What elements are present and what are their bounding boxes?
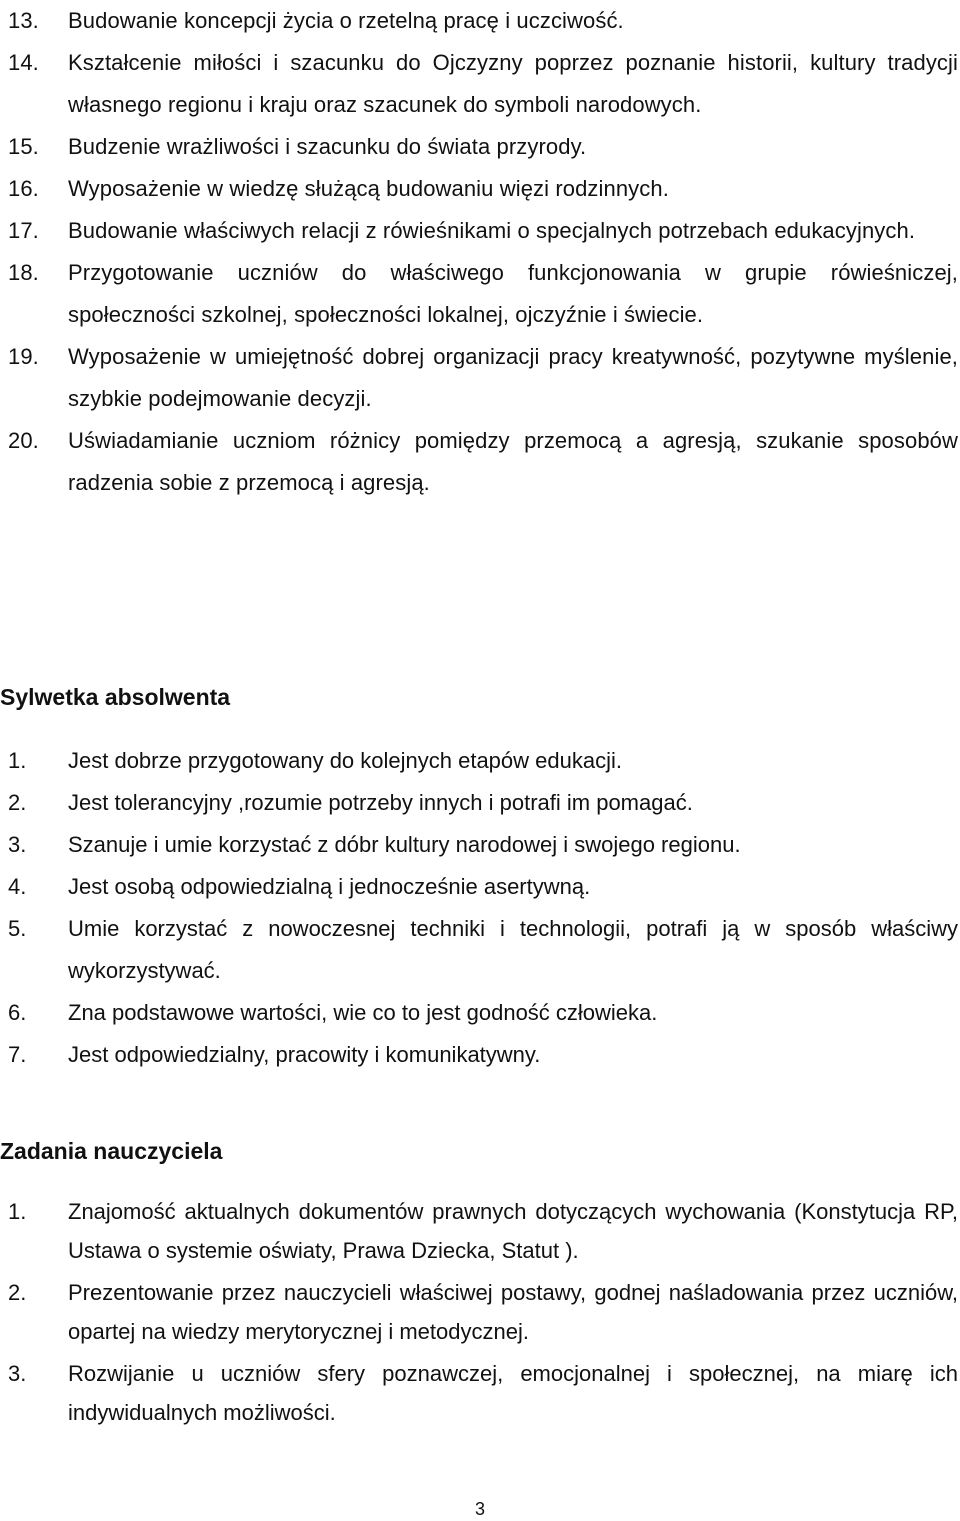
list-text: Budowanie właściwych relacji z rówieśnikami o specjalnych potrzebach edukacyjnych. xyxy=(68,218,916,243)
list-number: 6. xyxy=(8,1000,27,1025)
list-item xyxy=(8,1034,958,1076)
list-item xyxy=(8,740,958,782)
list-item xyxy=(8,210,958,252)
list-text: Jest osobą odpowiedzialną i jednocześnie asertywną. xyxy=(68,874,591,899)
graduate-list xyxy=(8,740,958,1076)
list-text: Szanuje i umie korzystać z dóbr kultury narodowej i swojego regionu. xyxy=(68,832,741,857)
list-item xyxy=(8,168,958,210)
teacher-list xyxy=(8,1192,958,1435)
list-text: Budowanie koncepcji życia o rzetelną pracę i uczciwość. xyxy=(68,8,624,33)
list-text: Wyposażenie w umiejętność dobrej organizacji pracy kreatywność, pozytywne myślenie, szybkie podejmowanie decyzji. xyxy=(68,344,958,411)
list-number: 1. xyxy=(8,748,27,773)
list-number: 2. xyxy=(8,1280,27,1305)
list-item xyxy=(8,908,958,992)
list-item xyxy=(8,782,958,824)
list-text: Prezentowanie przez nauczycieli właściwej postawy, godnej naśladowania przez uczniów, opartej na wiedzy merytorycznej i metodycznej. xyxy=(68,1280,958,1344)
list-item xyxy=(8,420,958,504)
list-number: 4. xyxy=(8,874,27,899)
list-number: 3. xyxy=(8,1361,27,1386)
section-heading-graduate: Sylwetka absolwenta xyxy=(0,684,231,710)
list-text: Jest dobrze przygotowany do kolejnych etapów edukacji. xyxy=(68,748,622,773)
list-number: 17. xyxy=(8,218,39,243)
list-text: Przygotowanie uczniów do właściwego funkcjonowania w grupie rówieśniczej, społeczności szkolnej, społeczności lokalnej, ojczyźnie i świecie. xyxy=(68,260,958,327)
list-text: Zna podstawowe wartości, wie co to jest godność człowieka. xyxy=(68,1000,658,1025)
list-item xyxy=(8,992,958,1034)
list-item xyxy=(8,824,958,866)
list-text: Uświadamianie uczniom różnicy pomiędzy przemocą a agresją, szukanie sposobów radzenia sobie z przemocą i agresją. xyxy=(68,428,958,495)
list-number: 18. xyxy=(8,260,39,285)
section-heading-teacher: Zadania nauczyciela xyxy=(0,1138,223,1164)
list-text: Wyposażenie w wiedzę służącą budowaniu więzi rodzinnych. xyxy=(68,176,669,201)
list-number: 3. xyxy=(8,832,27,857)
list-text: Jest odpowiedzialny, pracowity i komunikatywny. xyxy=(68,1042,541,1067)
list-text: Jest tolerancyjny ,rozumie potrzeby innych i potrafi im pomagać. xyxy=(68,790,693,815)
list-number: 15. xyxy=(8,134,39,159)
list-text: Umie korzystać z nowoczesnej techniki i technologii, potrafi ją w sposób właściwy wykorzystywać. xyxy=(68,916,958,983)
list-number: 13. xyxy=(8,8,39,33)
goals-list xyxy=(8,0,958,504)
list-item xyxy=(8,0,958,42)
list-number: 19. xyxy=(8,344,39,369)
list-text: Rozwijanie u uczniów sfery poznawczej, emocjonalnej i społecznej, na miarę ich indywidualnych możliwości. xyxy=(68,1361,958,1425)
list-text: Kształcenie miłości i szacunku do Ojczyzny poprzez poznanie historii, kultury tradycji własnego regionu i kraju oraz szacunek do symboli narodowych. xyxy=(68,50,958,117)
list-item xyxy=(8,1192,958,1270)
list-text: Znajomość aktualnych dokumentów prawnych dotyczących wychowania (Konstytucja RP, Ustawa o systemie oświaty, Prawa Dziecka, Statut ). xyxy=(68,1199,958,1263)
list-item xyxy=(8,1354,958,1432)
list-number: 7. xyxy=(8,1042,27,1067)
list-number: 16. xyxy=(8,176,39,201)
list-number: 20. xyxy=(8,428,39,453)
list-item xyxy=(8,866,958,908)
list-number: 5. xyxy=(8,916,27,941)
page-number: 3 xyxy=(474,1499,485,1519)
list-item xyxy=(8,252,958,336)
list-number: 2. xyxy=(8,790,27,815)
list-item xyxy=(8,126,958,168)
list-item xyxy=(8,336,958,420)
list-item xyxy=(8,1273,958,1351)
list-number: 1. xyxy=(8,1199,27,1224)
list-number: 14. xyxy=(8,50,39,75)
list-item xyxy=(8,42,958,126)
list-text: Budzenie wrażliwości i szacunku do świata przyrody. xyxy=(68,134,587,159)
